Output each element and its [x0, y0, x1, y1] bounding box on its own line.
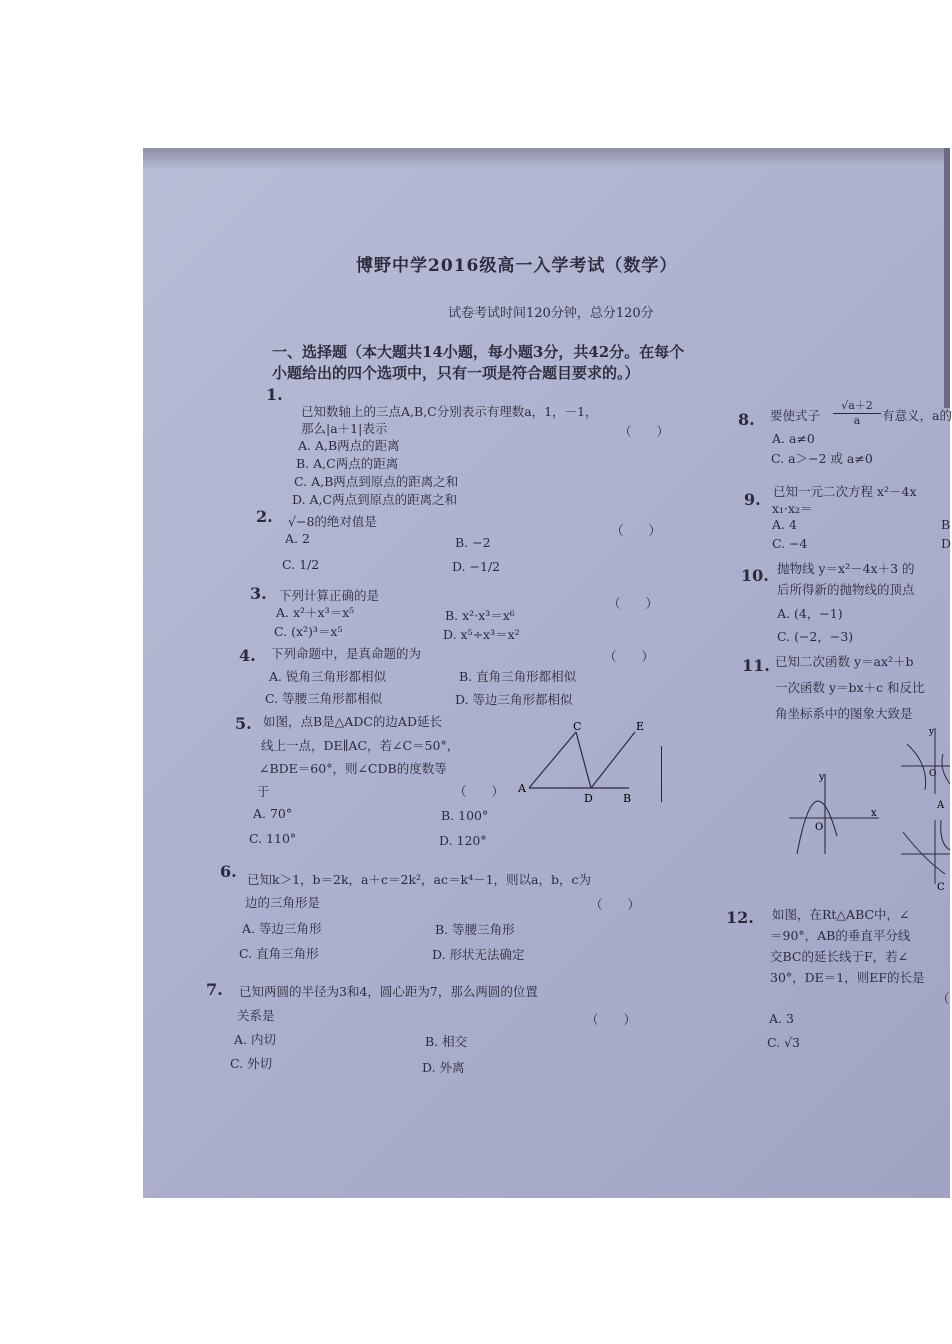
- q12-option-c: C. √3: [767, 1035, 800, 1050]
- q8-fraction-denominator: a: [853, 414, 861, 427]
- q1-stem-line1: 已知数轴上的三点A,B,C分别表示有理数a，1，－1，: [301, 404, 598, 419]
- q9-stem-line1: 已知一元二次方程 x²－4x: [773, 484, 917, 499]
- q9-option-b: B: [941, 517, 951, 532]
- photo-edge-top: [143, 148, 950, 168]
- q3-option-b: B. x²·x³＝x⁶: [445, 608, 515, 623]
- q5-option-d: D. 120°: [439, 833, 487, 848]
- q7-stem-line1: 已知两圆的半径为3和4，圆心距为7，那么两圆的位置: [239, 984, 538, 999]
- q8-stem-pre: 要使式子: [770, 408, 821, 423]
- q11-origin: O: [815, 822, 824, 833]
- q12-number: 12.: [726, 908, 754, 927]
- q7-option-a: A. 内切: [234, 1032, 276, 1047]
- q2-stem: √−8的绝对值是: [288, 514, 377, 529]
- divider-mark: [661, 746, 662, 802]
- q6-stem-line1: 已知k＞1，b＝2k，a＋c＝2k²，ac＝k⁴－1，则以a，b，c为: [247, 872, 591, 887]
- q8-stem-post: 有意义，a的: [882, 408, 952, 423]
- q6-option-d: D. 形状无法确定: [432, 947, 525, 962]
- q6-answer-paren: （ ）: [590, 897, 641, 912]
- q11-axis-x: x: [871, 808, 877, 819]
- q5-stem-line4: 于: [257, 784, 270, 799]
- q2-option-a: A. 2: [285, 531, 310, 546]
- q10-option-a: A. (4，−1): [777, 606, 843, 621]
- q2-option-b: B. −2: [455, 535, 491, 550]
- q7-option-d: D. 外离: [422, 1060, 465, 1075]
- q9-number: 9.: [744, 490, 761, 509]
- q2-option-c: C. 1/2: [282, 557, 320, 572]
- photo-edge-right: [944, 148, 950, 408]
- q5-label-c: C: [573, 720, 582, 733]
- q4-option-d: D. 等边三角形都相似: [455, 692, 573, 707]
- q8-fraction: [833, 397, 881, 427]
- q5-label-a: A: [518, 782, 526, 795]
- q8-option-a: A. a≠0: [772, 431, 815, 446]
- q5-label-d: D: [584, 792, 593, 805]
- q10-number: 10.: [741, 566, 769, 585]
- q3-option-a: A. x²＋x³＝x⁵: [276, 605, 355, 620]
- q12-option-a: A. 3: [769, 1011, 794, 1026]
- q11-stem-line3: 角坐标系中的图象大致是: [775, 706, 913, 721]
- exam-title: 博野中学2016级高一入学考试（数学）: [356, 256, 678, 276]
- q8-option-c: C. a＞−2 或 a≠0: [771, 451, 873, 466]
- q7-stem-line2: 关系是: [237, 1008, 275, 1023]
- q4-option-a: A. 锐角三角形都相似: [269, 669, 386, 684]
- q10-option-c: C. (−2，−3): [777, 629, 854, 644]
- q6-option-a: A. 等边三角形: [242, 921, 322, 936]
- q6-option-c: C. 直角三角形: [239, 946, 319, 961]
- q10-stem-line1: 抛物线 y＝x²－4x＋3 的: [777, 561, 915, 576]
- exam-subtitle: 试卷考试时间120分钟，总分120分: [448, 306, 654, 321]
- section-heading-line1: 一、选择题（本大题共14小题，每小题3分，共42分。在每个: [272, 343, 685, 361]
- q3-answer-paren: （ ）: [608, 596, 659, 611]
- q11-option-graphs: [899, 724, 950, 892]
- q6-number: 6.: [220, 862, 237, 881]
- q12-answer-paren: （: [937, 991, 950, 1006]
- q11-number: 11.: [742, 656, 770, 675]
- q9-option-c: C. −4: [772, 536, 808, 551]
- q3-option-d: D. x⁵÷x³＝x²: [443, 627, 520, 642]
- q2-number: 2.: [256, 507, 273, 526]
- q4-option-b: B. 直角三角形都相似: [459, 669, 577, 684]
- q1-option-c: C. A,B两点到原点的距离之和: [294, 474, 459, 489]
- q4-number: 4.: [239, 646, 256, 665]
- q3-stem: 下列计算正确的是: [279, 588, 380, 603]
- q9-stem-line2: x₁·x₂＝: [772, 501, 813, 516]
- q3-option-c: C. (x²)³＝x⁵: [274, 624, 343, 639]
- q5-triangle-figure: [513, 718, 663, 808]
- q5-stem-line2: 线上一点，DE∥AC，若∠C＝50°，: [261, 738, 460, 753]
- q8-number: 8.: [738, 410, 755, 429]
- q1-answer-paren: （ ）: [619, 424, 670, 439]
- section-heading-line2: 小题给出的四个选项中，只有一项是符合题目要求的。）: [272, 364, 640, 382]
- q7-answer-paren: （ ）: [586, 1012, 637, 1027]
- q1-option-b: B. A,C两点的距离: [296, 456, 399, 471]
- q5-stem-line1: 如图，点B是△ADC的边AD延长: [263, 714, 442, 729]
- q6-option-b: B. 等腰三角形: [435, 922, 515, 937]
- q4-option-c: C. 等腰三角形都相似: [265, 691, 383, 706]
- q12-stem-line4: 30°，DE＝1，则EF的长是: [770, 970, 925, 985]
- q12-stem-line3: 交BC的延长线于F，若∠: [770, 949, 909, 964]
- q9-option-a: A. 4: [772, 517, 797, 532]
- q1-option-a: A. A,B两点的距离: [298, 438, 400, 453]
- q7-option-b: B. 相交: [425, 1034, 468, 1049]
- q8-fraction-numerator: √a＋2: [833, 397, 881, 414]
- q12-stem-line2: ＝90°，AB的垂直平分线: [770, 928, 911, 943]
- q11-opt-label-a: A: [937, 800, 945, 811]
- q5-stem-line3: ∠BDE＝60°，则∠CDB的度数等: [259, 761, 447, 776]
- q7-option-c: C. 外切: [230, 1056, 273, 1071]
- q2-answer-paren: （ ）: [611, 523, 662, 538]
- q1-number: 1.: [266, 385, 283, 404]
- q1-stem-line2: 那么|a＋1|表示: [301, 421, 388, 436]
- exam-photo: [143, 148, 950, 1198]
- q6-stem-line2: 边的三角形是: [245, 895, 321, 910]
- q5-option-c: C. 110°: [249, 831, 297, 846]
- q3-number: 3.: [250, 584, 267, 603]
- q5-label-e: E: [636, 720, 645, 733]
- q11-opt-origin: O: [929, 769, 937, 779]
- q11-opt-axis-y: y: [929, 727, 935, 737]
- q11-axis-y: y: [819, 772, 825, 783]
- q5-option-b: B. 100°: [441, 808, 489, 823]
- q12-stem-line1: 如图，在Rt△ABC中，∠: [772, 907, 910, 922]
- q7-number: 7.: [206, 980, 223, 999]
- q11-opt-label-c: C: [937, 882, 945, 893]
- q9-option-d: D: [941, 536, 952, 551]
- q5-number: 5.: [235, 714, 252, 733]
- q5-answer-paren: （ ）: [454, 784, 505, 799]
- q4-stem: 下列命题中，是真命题的为: [271, 646, 422, 661]
- q11-stem-line1: 已知二次函数 y＝ax²＋b: [775, 654, 914, 669]
- q5-option-a: A. 70°: [253, 806, 293, 821]
- q1-option-d: D. A,C两点到原点的距离之和: [292, 492, 458, 507]
- q10-stem-line2: 后所得新的抛物线的顶点: [777, 582, 915, 597]
- q5-label-b: B: [623, 792, 632, 805]
- q2-option-d: D. −1/2: [452, 559, 501, 574]
- q11-stem-line2: 一次函数 y＝bx＋c 和反比: [775, 680, 925, 695]
- q4-answer-paren: （ ）: [604, 649, 655, 664]
- q11-parabola-graph: [783, 766, 883, 856]
